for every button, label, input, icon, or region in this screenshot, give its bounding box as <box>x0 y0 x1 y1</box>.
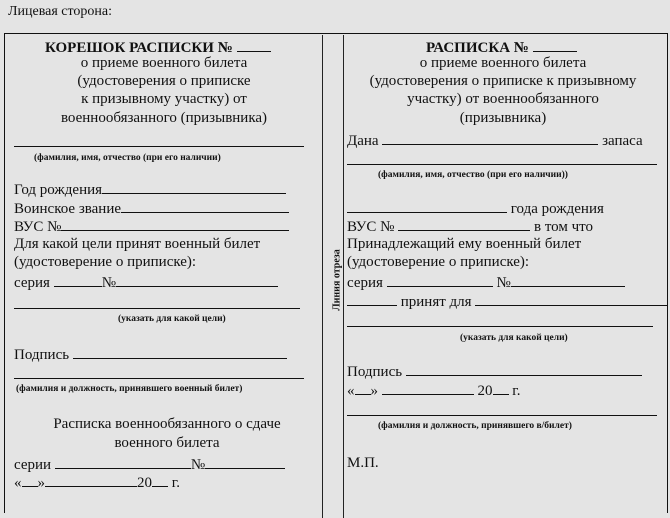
receipt-subtitle-4: (призывника) <box>459 110 547 126</box>
stub-purpose-hint: (указать для какой цели) <box>118 314 226 324</box>
stub-return-2: военного билета <box>114 435 220 451</box>
receipt-accepted-for: принят для <box>347 292 667 311</box>
receipt-signer-hint: (фамилия и должность, принявшего в/билет) <box>378 421 572 431</box>
receipt-belonging: Принадлежащий ему военный билет <box>347 236 582 252</box>
receipt-fio-line <box>347 164 657 165</box>
stub-signer-hint: (фамилия и должность, принявшего военный билет) <box>16 384 243 394</box>
receipt-cert-label: (удостоверение о приписке): <box>347 254 530 270</box>
receipt-vus: ВУС № в том что <box>347 219 594 235</box>
receipt-seal: М.П. <box>347 455 379 471</box>
stub-series-2: серии № <box>14 455 285 474</box>
receipt-purpose-line <box>347 326 653 327</box>
stub-subtitle-3: к призывному участку) от <box>81 91 247 107</box>
stub-cert-label: (удостоверение о приписке): <box>14 254 197 270</box>
stub-signer-line <box>14 378 304 379</box>
receipt-purpose-hint: (указать для какой цели) <box>460 333 568 343</box>
receipt-title: РАСПИСКА № <box>426 38 577 57</box>
receipt-date: « » 20 г. <box>347 383 521 399</box>
stub-series-number: серия № <box>14 273 278 292</box>
stub-fio-hint: (фамилия, имя, отчество (при его наличии) <box>34 153 221 163</box>
receipt-subtitle-2: (удостоверения о приписке к призывному <box>369 73 637 89</box>
receipt-birth-year: года рождения <box>347 199 604 218</box>
receipt-subtitle-1: о приеме военного билета <box>419 55 587 71</box>
stub-fio-line <box>14 146 304 147</box>
stub-title: КОРЕШОК РАСПИСКИ № <box>45 38 271 57</box>
cut-line-label: Линия отреза <box>331 249 343 311</box>
receipt-series-number: серия № <box>347 273 625 292</box>
stub-rank: Воинское звание <box>14 199 289 218</box>
receipt-subtitle-3: участку) от военнообязанного <box>407 91 599 107</box>
stub-signature: Подпись <box>14 345 287 364</box>
stub-birth-year: Год рождения <box>14 180 286 199</box>
receipt-given: Дана запаса <box>347 133 643 149</box>
stub-subtitle-2: (удостоверения о приписке <box>77 73 251 89</box>
stub-purpose-line <box>14 308 300 309</box>
stub-return-1: Расписка военнообязанного о сдаче <box>53 416 281 432</box>
stub-date: « » 20 г. <box>14 475 180 491</box>
stub-vus: ВУС № <box>14 217 289 236</box>
receipt-fio-hint: (фамилия, имя, отчество (при его наличии)) <box>378 170 568 180</box>
stub-subtitle-4: военнообязанного (призывника) <box>60 110 268 126</box>
receipt-signature: Подпись <box>347 362 642 381</box>
face-label: Лицевая сторона: <box>8 4 113 19</box>
receipt-signer-line <box>347 415 657 416</box>
stub-subtitle-1: о приеме военного билета <box>80 55 248 71</box>
stub-purpose-label: Для какой цели принят военный билет <box>14 236 261 252</box>
